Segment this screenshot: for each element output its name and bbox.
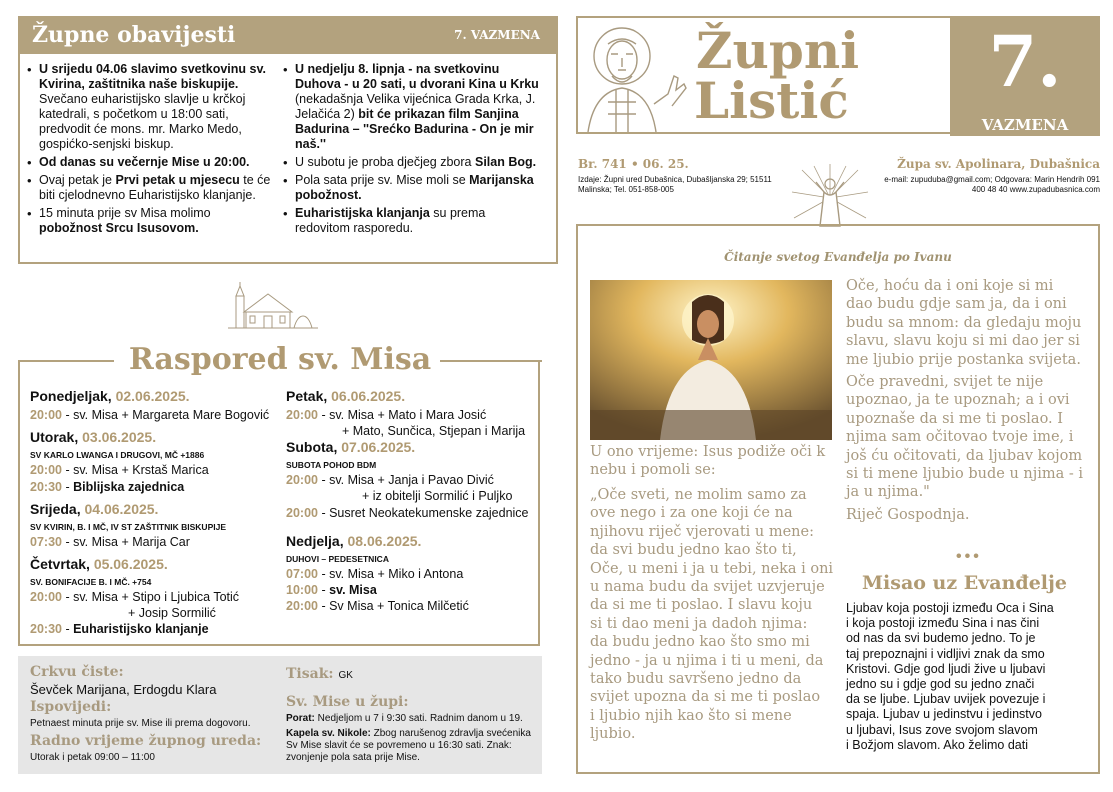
print-heading: Tisak: GK	[286, 666, 353, 682]
office-hours-text: Utorak i petak 09:00 – 11:00	[30, 752, 155, 763]
announcements-header	[20, 18, 556, 54]
announcements-panel	[18, 16, 558, 264]
day-heading: Srijeda, 04.06.2025.	[30, 501, 159, 517]
gospel-text-right: Oče, hoću da i oni koje si mi dao budu gdje sam ja, da i oni budu sa mnom: da gledaju moju slavu, slavu koju si mi dao jer si me ljubio prije postanka svijeta. Oče pravedni, svijet te nije upoznao, ja te upoznah; a i ovi upoznaše da si me ti poslao. I njima sam očitovao tvoje ime, i još ću očitovati, da ljubav kojom si ti mene ljubio bude u njima - i ja u njima." Riječ Gospodnja.	[846, 278, 1084, 523]
announcement-item: • Pola sata prije sv. Mise moli se Marijanska pobožnost.	[283, 173, 534, 202]
gospel-title: Čitanje svetog Evanđelja po Ivanu	[724, 250, 952, 264]
masses-heading: Sv. Mise u župi:	[286, 694, 409, 710]
saint-label: SV. BONIFACIJE B. I MČ. +754	[30, 577, 152, 587]
announcement-item: • Od danas su večernje Mise u 20:00.	[27, 155, 250, 170]
saint-illustration	[578, 18, 688, 132]
gospel-intro: U ono vrijeme: Isus podiže oči k nebu i pomoli se:	[590, 444, 826, 479]
gospel-text-left: „Oče sveti, ne molim samo za ove nego i za one koji će na njihovu riječ vjerovati u mene: da svi budu jedno kao što ti, Oče, u meni i ja u tebi, neka i oni u nama budu da svijet uzvjeruje da si me ti poslao. I slavu koju si ti dao meni ja dadoh njima: da budu jedno kao što smo mi jedno - ja u njima i ti u meni, da tako budu savršeno jedno da svijet upozna da si me ti poslao i ljubio njih kao što si mene ljubio.	[590, 487, 834, 743]
confession-text: Petnaest minuta prije sv. Mise ili prema dogovoru.	[30, 718, 251, 729]
mass-entry: 20:00 - sv. Misa + Janja i Pavao Divić	[286, 473, 494, 487]
saint-label: DUHOVI – PEDESETNICA	[286, 554, 389, 564]
day-heading: Ponedjeljak, 02.06.2025.	[30, 388, 190, 404]
mass-entry: 20:30 - Biblijska zajednica	[30, 480, 185, 494]
reflection-text: Ljubav koja postoji između Oca i Sina i koja postoji između Sina i nas čini od nas da svi budemo jedno. To je taj prepoznajni i vidljivi znak da smo Kristovi. Gdje god ljudi žive u ljubavi jedno su i gdje god su jedno znači da se ljube. Ljubav uvijek povezuje i spaja. Ljubav u jedinstvu i jedinstvo u ljubavi, Isus zove svojom slavom i Božjom slavom. Ako želimo dati	[846, 601, 1054, 752]
week-label: VAZMENA	[981, 116, 1069, 134]
schedule-title: Raspored sv. Misa	[128, 342, 432, 377]
announcement-item: • U subotu je proba dječjeg zbora Silan Bog.	[283, 155, 537, 170]
porat-info: Porat: Nedjeljom u 7 i 9:30 sati. Radnim danom u 19.	[286, 713, 523, 724]
mass-entry: 07:00 - sv. Misa + Miko i Antona	[286, 567, 464, 581]
announcements-right-column	[282, 62, 542, 239]
confession-heading: Ispovijedi:	[30, 699, 112, 715]
day-heading: Utorak, 03.06.2025.	[30, 429, 157, 445]
week-number: 7.	[988, 20, 1062, 103]
day-heading: Petak, 06.06.2025.	[286, 388, 406, 404]
day-heading: Nedjelja, 08.06.2025.	[286, 533, 422, 549]
gospel-ending: Riječ Gospodnja.	[846, 506, 970, 523]
saint-label: SV KARLO LWANGA I DRUGOVI, MČ +1886	[30, 450, 205, 460]
mass-entry: 20:00 - Sv Misa + Tonica Milčetić	[286, 599, 469, 613]
day-heading: Subota, 07.06.2025.	[286, 439, 416, 455]
reflection-title: Misao uz Evanđelje	[862, 572, 1067, 594]
day-heading: Četvrtak, 05.06.2025.	[30, 556, 168, 572]
announcement-item: • 15 minuta prije sv Misa molimo pobožnost Srcu Isusovom.	[27, 206, 211, 235]
church-icon	[228, 282, 318, 332]
mass-entry: + iz obitelji Sormilić i Puljko	[362, 489, 513, 503]
mass-entry: 20:00 - sv. Misa + Margareta Mare Bogović	[30, 408, 270, 422]
saint-label: SV KVIRIN, B. I MČ, IV ST ZAŠTITNIK BISKUPIJE	[30, 522, 226, 532]
mass-entry: 20:00 - sv. Misa + Mato i Mara Josić	[286, 408, 487, 422]
kapela-info: Kapela sv. Nikole: Zbog narušenog zdravlja svećenika Sv Mise slavit će se povremeno u 16:30 sati. Znak: zvonjenje pola sata prije Mise.	[286, 728, 531, 763]
mass-entry: 07:30 - sv. Misa + Marija Car	[30, 535, 190, 549]
publisher-info: Izdaje: Župni ured Dubašnica, Dubašljanska 29; 51511 Malinska; Tel. 051-858-005	[578, 175, 772, 194]
info-panel	[18, 656, 542, 774]
saint-label: SUBOTA POHOD BDM	[286, 460, 377, 470]
announcements-left-column	[26, 62, 276, 239]
office-hours-heading: Radno vrijeme župnog ureda:	[30, 733, 262, 749]
mass-entry: + Mato, Sunčica, Stjepan i Marija	[342, 424, 526, 438]
announcements-week: 7. VAZMENA	[454, 28, 540, 42]
cleaning-heading: Crkvu čiste:	[30, 664, 124, 680]
mass-entry: 20:00 - Susret Neokatekumenske zajednice	[286, 506, 529, 520]
contact-info: e-mail: zupuduba@gmail.com; Odgovara: Marin Hendrih 091 400 48 40 www.zupadubasnica.com	[884, 175, 1100, 194]
cleaning-names: Ševček Marijana, Erdogdu Klara	[30, 682, 217, 697]
mass-entry: 20:30 - Euharistijsko klanjanje	[30, 622, 209, 636]
mass-entry: 10:00 - sv. Misa	[286, 583, 377, 597]
week-number-badge	[950, 16, 1100, 136]
announcement-item: • U srijedu 04.06 slavimo svetkovinu sv. Kvirina, zaštitnika naše biskupije. Svečano euharistijsko slavlje u krčkoj katedrali, s početkom u 18:00 sati, predvodit će mons. mr. Marko Medo, gospićko-senjski biskup.	[27, 62, 266, 151]
praying-jesus-image	[590, 280, 832, 440]
issue-number: Br. 741 • 06. 25.	[578, 157, 689, 171]
announcement-item: • Ovaj petak je Prvi petak u mjesecu te će biti cjelodnevno Euharistijsko klanjanje.	[27, 173, 271, 202]
mass-entry: 20:00 - sv. Misa + Krstaš Marica	[30, 463, 209, 477]
masthead-title: Župni Listić	[694, 21, 860, 130]
announcements-title: Župne obavijesti	[32, 22, 236, 48]
announcement-item: • U nedjelju 8. lipnja - na svetkovinu Duhova - u 20 sati, u dvorani Kina u Krku (nekadašnja Velika vijećnica Grada Krka, J. Jelačića 2) bit će prikazan film Sanjina Badurina – ''Srećko Badurina - On je mir naš.''	[283, 62, 539, 151]
mass-entry: + Josip Sormilić	[128, 606, 216, 620]
mass-entry: 20:00 - sv. Misa + Stipo i Ljubica Totić	[30, 590, 240, 604]
parish-name: Župa sv. Apolinara, Dubašnica	[897, 157, 1100, 171]
announcement-item: • Euharistijska klanjanja su prema redovitom rasporedu.	[283, 206, 486, 235]
section-divider: •••	[956, 548, 982, 565]
